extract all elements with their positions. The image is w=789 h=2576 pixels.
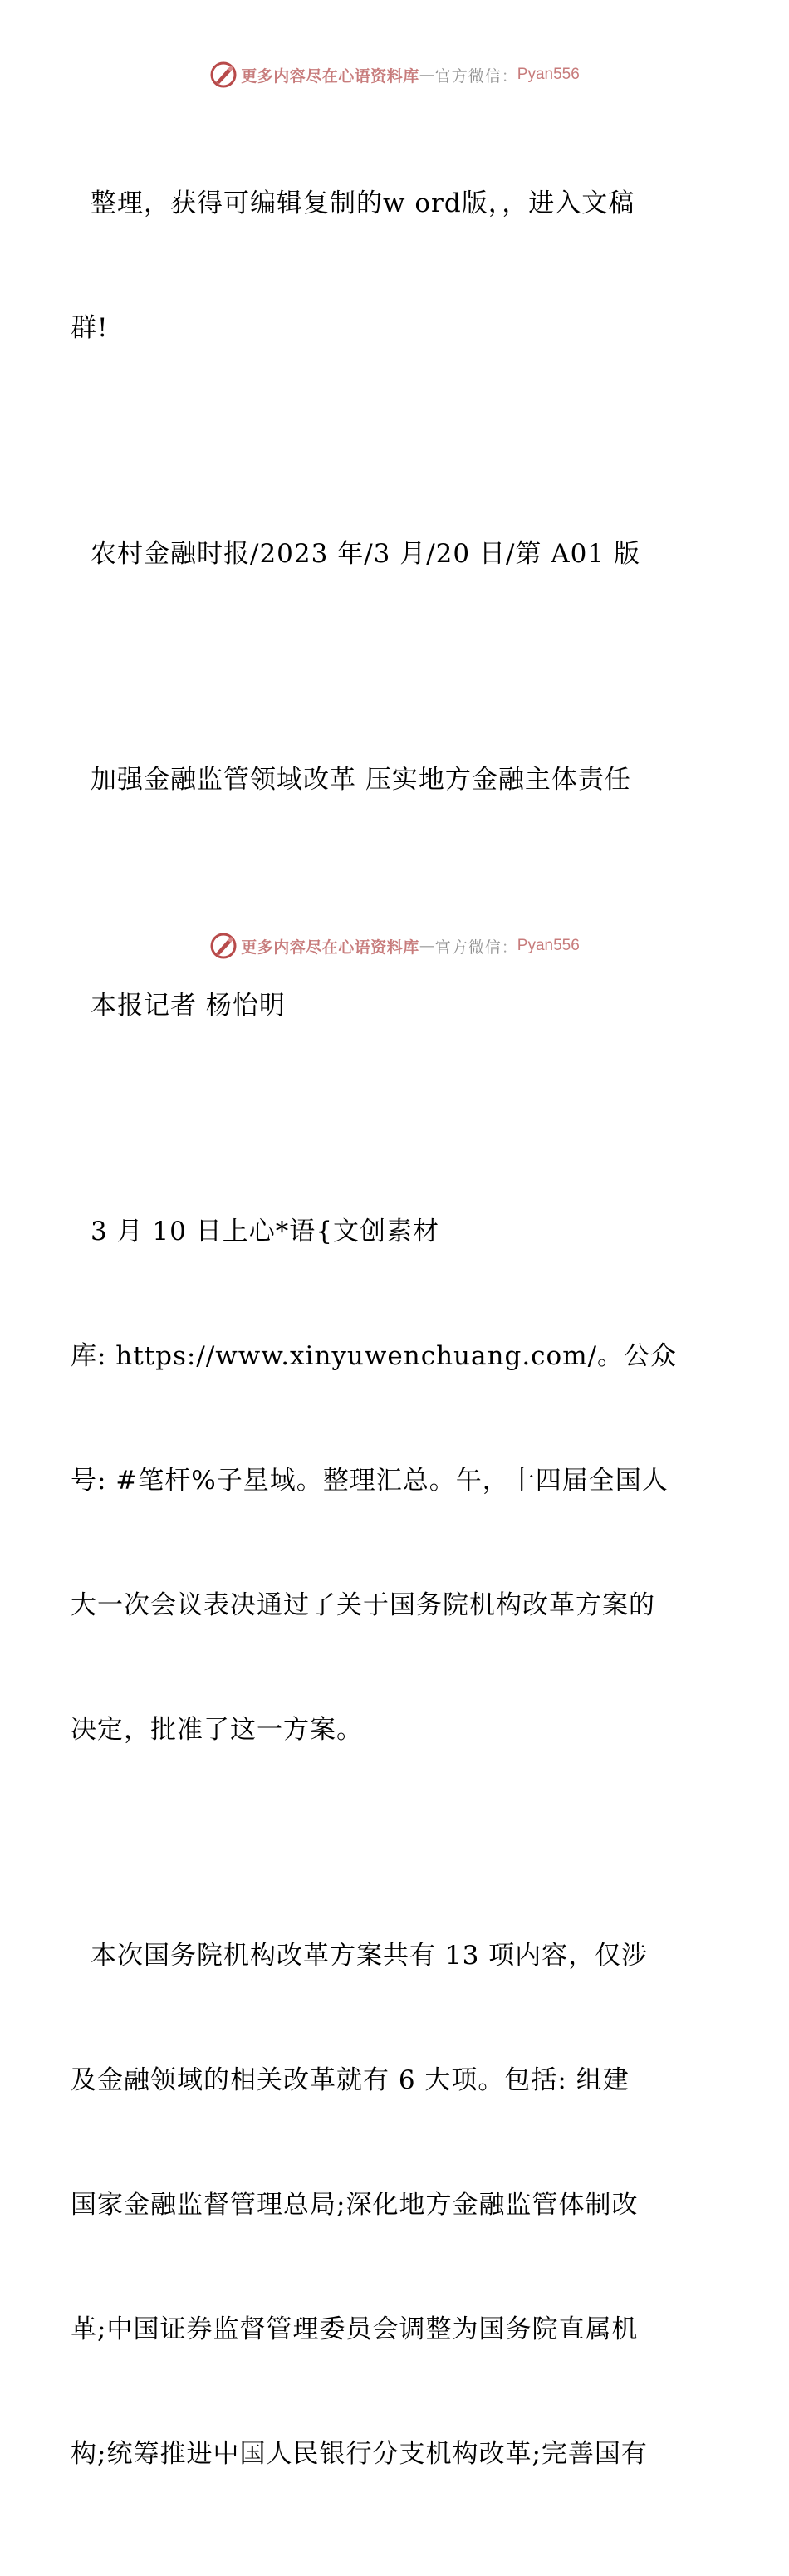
text-line: 号: #笔杆%子星域。整理汇总。午，十四届全国人 (71, 1466, 669, 1496)
text-line: 加强金融监管领域改革 压实地方金融主体责任 (91, 765, 631, 795)
banner-dash: — (419, 66, 435, 84)
banner-main-text: 更多内容尽在心语资料库 (241, 938, 419, 957)
article-title (81, 676, 712, 884)
text-line: 群! (71, 313, 109, 343)
banner-main-text: 更多内容尽在心语资料库 (241, 66, 419, 86)
paragraph-source (81, 450, 712, 658)
text-line: 国家金融监督管理总局;深化地方金融监管体制改 (71, 2190, 639, 2220)
banner-handle: Pyan556 (517, 66, 580, 83)
text-line: 农村金融时报/2023 年/3 月/20 日/第 A01 版 (91, 539, 640, 569)
text-line: 及金融领域的相关改革就有 6 大项。包括: 组建 (71, 2065, 630, 2095)
banner-separator: ： (501, 66, 517, 86)
banner-official-label: 官方微信 (434, 938, 502, 957)
text-line: 3 月 10 日上心*语{文创素材 (91, 1217, 439, 1246)
document-body (71, 100, 712, 2576)
text-line: 本报记者 杨怡明 (91, 991, 286, 1021)
paragraph-intro (71, 100, 712, 432)
banner-handle: Pyan556 (517, 937, 580, 954)
footer-watermark-banner (0, 929, 789, 962)
header-watermark-banner (0, 58, 789, 91)
text-line: 构;统筹推进中国人民银行分支机构改革;完善国有 (71, 2439, 648, 2469)
text-line: 库: https://www.xinyuwenchuang.com/。公众 (71, 1341, 678, 1371)
pen-logo-icon (209, 61, 238, 89)
pen-logo-icon (209, 932, 238, 960)
paragraph-body-2 (71, 1852, 712, 2558)
banner-official-label: 官方微信 (434, 66, 502, 86)
text-line: 决定，批准了这一方案。 (71, 1715, 363, 1745)
text-line: 本次国务院机构改革方案共有 13 项内容，仅涉 (91, 1941, 649, 1971)
paragraph-body-1 (71, 1128, 712, 1834)
text-line: 大一次会议表决通过了关于国务院机构改革方案的 (71, 1590, 655, 1620)
text-line: 革;中国证券监督管理委员会调整为国务院直属机 (71, 2314, 639, 2344)
text-line: 整理，获得可编辑复制的w ord版，，进入文稿 (91, 189, 635, 218)
banner-dash: — (419, 937, 435, 955)
banner-separator: ： (501, 938, 517, 957)
